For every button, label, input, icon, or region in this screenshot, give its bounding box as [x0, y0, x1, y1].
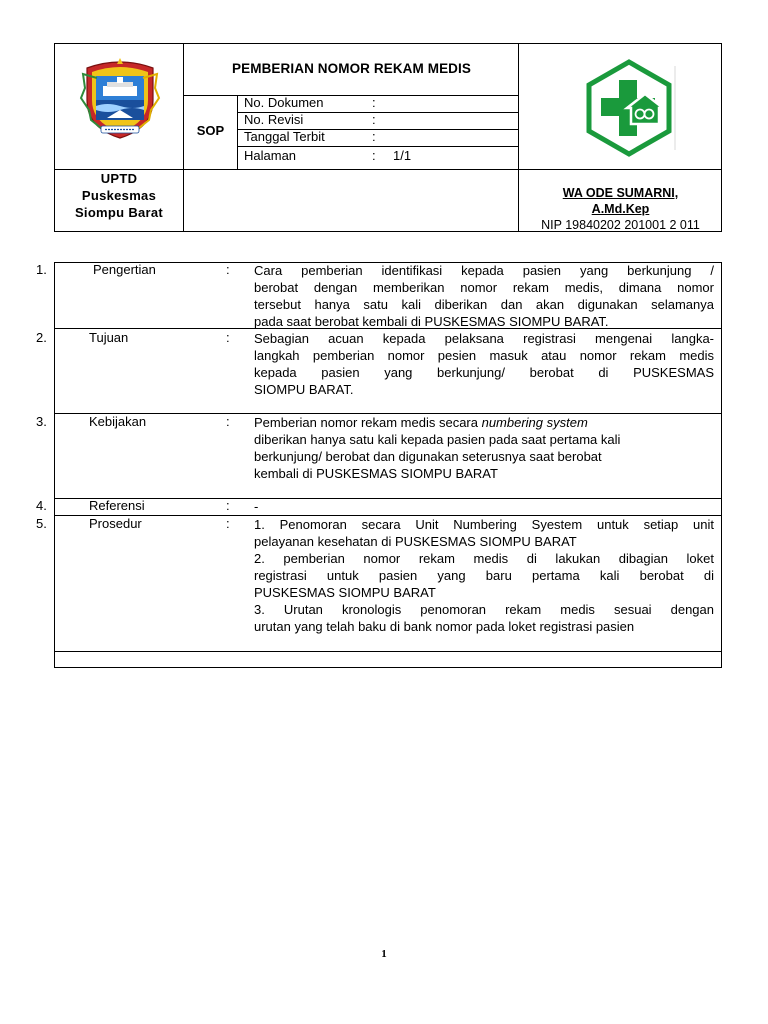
sop-header-table	[54, 43, 722, 232]
meta-label-revision: No. Revisi	[244, 112, 304, 127]
text-line: registrasi untuk pasien yang baru pertama kali berobat di	[254, 568, 714, 583]
text-line: pada saat berobat kembali di PUSKESMAS SIOMPU BARAT.	[254, 314, 609, 329]
unit-name-line: Siompu Barat	[74, 205, 164, 220]
unit-name-line: UPTD	[100, 171, 138, 186]
section-label-prosedur: Prosedur	[89, 516, 142, 531]
meta-colon: :	[372, 95, 376, 110]
unit-name-line: Puskesmas	[81, 188, 157, 203]
text-line: langkah pemberian nomor pesien masuk atau nomor rekam medis	[254, 348, 714, 363]
signatory-nip: NIP 19840202 201001 2 011	[541, 218, 700, 232]
section-colon: :	[226, 516, 230, 531]
text-line: PUSKESMAS SIOMPU BARAT	[254, 585, 436, 600]
row-divider	[55, 651, 721, 652]
text-line	[254, 414, 714, 431]
section-text-kebijakan	[254, 414, 714, 482]
meta-colon: :	[372, 148, 376, 163]
italic-term: numbering system	[481, 415, 588, 430]
signatory-title: A.Md.Kep	[591, 202, 650, 216]
section-number: 2.	[36, 330, 47, 345]
divider	[237, 95, 238, 169]
meta-value-page: 1/1	[393, 148, 412, 163]
regency-emblem-icon	[77, 58, 163, 140]
text-fragment: Pemberian nomor rekam medis secara	[254, 415, 482, 430]
section-colon: :	[226, 262, 230, 277]
text-line: urutan yang telah baku di bank nomor pada loket registrasi pasien	[254, 619, 635, 634]
text-line: pelayanan kesehatan di PUSKESMAS SIOMPU BARAT	[254, 534, 577, 549]
divider	[237, 146, 518, 147]
section-number: 4.	[36, 498, 47, 513]
section-label-tujuan: Tujuan	[89, 330, 129, 345]
section-colon: :	[226, 330, 230, 345]
section-number: 1.	[36, 262, 47, 277]
section-text-pengertian	[254, 262, 714, 330]
puskesmas-logo-icon	[579, 58, 679, 158]
text-line: berkunjung/ berobat dan digunakan seterusnya saat berobat	[254, 449, 602, 464]
section-label-pengertian: Pengertian	[93, 262, 156, 277]
text-line: tersebut hanya satu kali diberikan dan akan digunakan selamanya	[254, 297, 714, 312]
section-text-referensi: -	[254, 499, 259, 514]
text-line: kepada pasien yang berkunjung/ berobat di PUSKESMAS	[254, 365, 714, 380]
section-number: 3.	[36, 414, 47, 429]
section-colon: :	[226, 498, 230, 513]
text-line: diberikan hanya satu kali kepada pasien pada saat pertama kali	[254, 432, 621, 447]
signatory-name: WA ODE SUMARNI,	[562, 186, 679, 200]
section-colon: :	[226, 414, 230, 429]
text-line: berobat dengan memberikan nomor rekam medis, dimana nomor	[254, 280, 714, 295]
meta-label-issue-date: Tanggal Terbit	[244, 129, 325, 144]
sop-label: SOP	[196, 123, 225, 138]
text-line: Sebagian acuan kepada pelaksana registrasi mengenai langka-	[254, 331, 714, 346]
divider	[183, 95, 518, 96]
text-line: 1. Penomoran secara Unit Numbering Syestem untuk setiap unit	[254, 517, 714, 532]
document-title: PEMBERIAN NOMOR REKAM MEDIS	[232, 61, 471, 76]
meta-colon: :	[372, 112, 376, 127]
page-number: 1	[381, 948, 387, 960]
meta-colon: :	[372, 129, 376, 144]
meta-label-document-number: No. Dokumen	[244, 95, 324, 110]
text-line: Cara pemberian identifikasi kepada pasien yang berkunjung /	[254, 263, 714, 278]
meta-label-page: Halaman	[244, 148, 297, 163]
text-line: SIOMPU BARAT.	[254, 382, 354, 397]
section-text-tujuan	[254, 330, 714, 398]
section-number: 5.	[36, 516, 47, 531]
text-line: 3. Urutan kronologis penomoran rekam medis sesuai dengan	[254, 602, 714, 617]
section-label-referensi: Referensi	[89, 498, 145, 513]
text-line: kembali di PUSKESMAS SIOMPU BARAT	[254, 466, 498, 481]
text-line: 2. pemberian nomor rekam medis di lakukan dibagian loket	[254, 551, 714, 566]
signatory-block	[519, 185, 722, 233]
section-label-kebijakan: Kebijakan	[89, 414, 147, 429]
section-text-prosedur	[254, 516, 714, 635]
unit-name	[55, 170, 183, 221]
